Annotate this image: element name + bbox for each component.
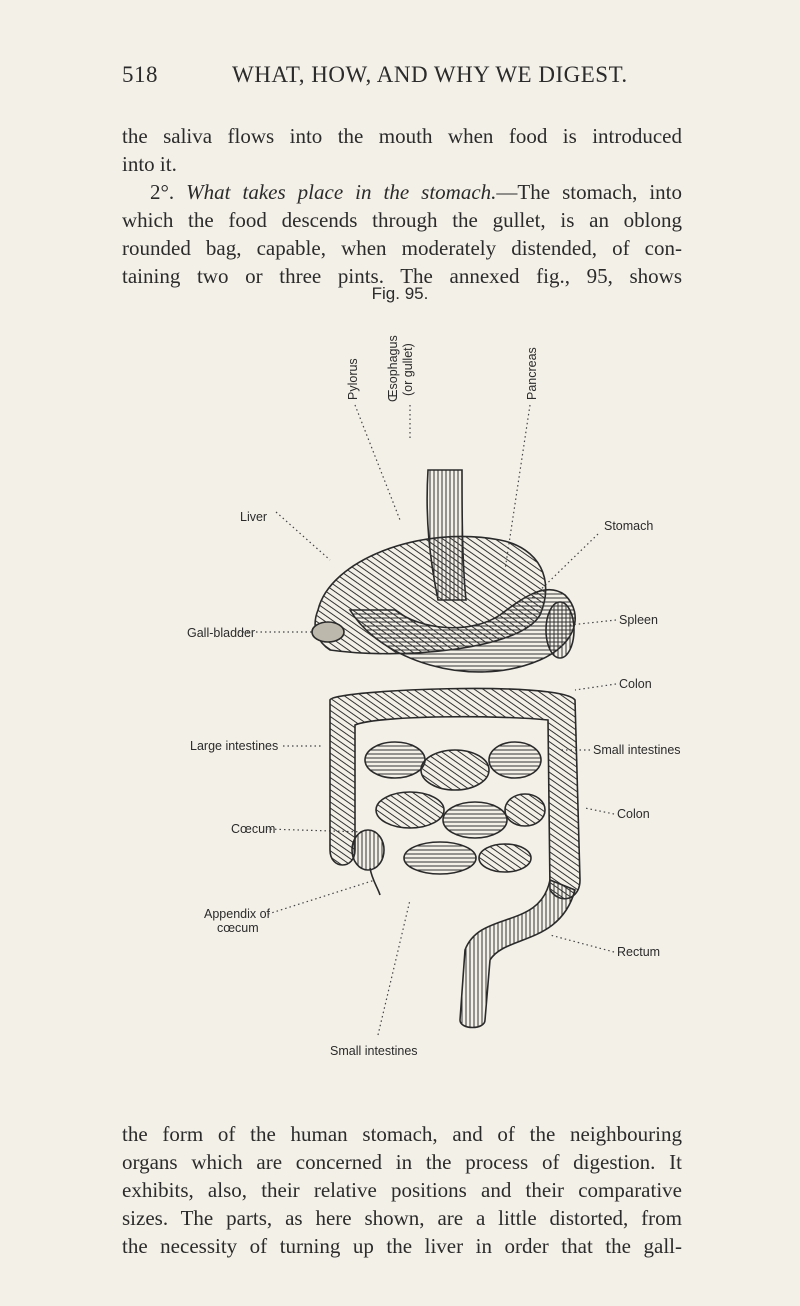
label-gall-bladder: Gall-bladder — [187, 626, 256, 640]
intestine-coil — [404, 842, 476, 874]
leader-rectum — [550, 935, 614, 952]
leader-small-intestines-bottom — [378, 900, 410, 1035]
section-number: 2°. — [150, 180, 175, 204]
text-line: exhibits, also, their relative positions and their comparative — [122, 1178, 682, 1202]
paragraph-3 — [122, 1120, 682, 1260]
label-pylorus: Pylorus — [346, 358, 360, 400]
intestine-coil — [443, 802, 507, 838]
page-number: 518 — [122, 62, 158, 87]
intestine-coil — [505, 794, 545, 826]
label-oesophagus: Œsophagus — [386, 335, 400, 402]
intestine-coil — [421, 750, 489, 790]
section-heading: What takes place in the stomach. — [186, 180, 497, 204]
intestine-coil — [376, 792, 444, 828]
intestine-coil — [479, 844, 531, 872]
caecum-shape — [352, 830, 384, 870]
label-rectum: Rectum — [617, 945, 661, 959]
rectum-shape — [460, 880, 575, 1028]
intestine-coil — [489, 742, 541, 778]
text-line: sizes. The parts, as here shown, are a little distorted, from — [122, 1206, 682, 1230]
label-stomach: Stomach — [604, 519, 654, 533]
running-title: WHAT, HOW, AND WHY WE DIGEST. — [232, 62, 628, 87]
label-appendix: Appendix of — [204, 907, 271, 921]
leader-spleen — [570, 620, 616, 625]
text-line: taining two or three pints. The annexed fig., 95, shows — [122, 264, 682, 288]
leader-colon-lower — [585, 808, 614, 814]
label-appendix-alt: cœcum — [217, 921, 259, 935]
text-line: the necessity of turning up the liver in order that the gall- — [122, 1234, 682, 1258]
label-large-intestines: Large intestines — [190, 739, 279, 753]
gall-bladder-shape — [312, 622, 344, 642]
label-spleen: Spleen — [619, 613, 658, 627]
label-oesophagus-alt: (or gullet) — [401, 343, 415, 396]
figure-caption: Fig. 95. — [371, 284, 429, 303]
label-pancreas: Pancreas — [525, 347, 539, 400]
intestine-coil — [365, 742, 425, 778]
leader-pylorus — [355, 405, 400, 520]
organ-illustration — [312, 470, 580, 1028]
label-colon-upper: Colon — [619, 677, 652, 691]
leader-colon-upper — [575, 684, 616, 690]
small-intestine-coils — [365, 742, 545, 874]
text-line: the form of the human stomach, and of the neighbouring — [122, 1122, 682, 1146]
leader-appendix — [268, 880, 375, 914]
text-run: —The stomach, into — [496, 180, 682, 204]
label-caecum: Cœcum — [231, 822, 276, 836]
label-colon-lower: Colon — [617, 807, 650, 821]
text-line: organs which are concerned in the process of digestion. It — [122, 1150, 682, 1174]
text-line: the saliva flows into the mouth when food is introduced — [122, 124, 682, 148]
leader-liver — [276, 512, 330, 560]
text-line: which the food descends through the gullet, is an oblong — [122, 208, 682, 232]
text-line: into it. — [122, 152, 177, 176]
label-small-intestines-right: Small intestines — [593, 743, 681, 757]
spleen-shape — [546, 602, 574, 658]
label-small-intestines-bottom: Small intestines — [330, 1044, 418, 1058]
text-line: rounded bag, capable, when moderately distended, of con- — [122, 236, 682, 260]
label-liver: Liver — [240, 510, 268, 524]
